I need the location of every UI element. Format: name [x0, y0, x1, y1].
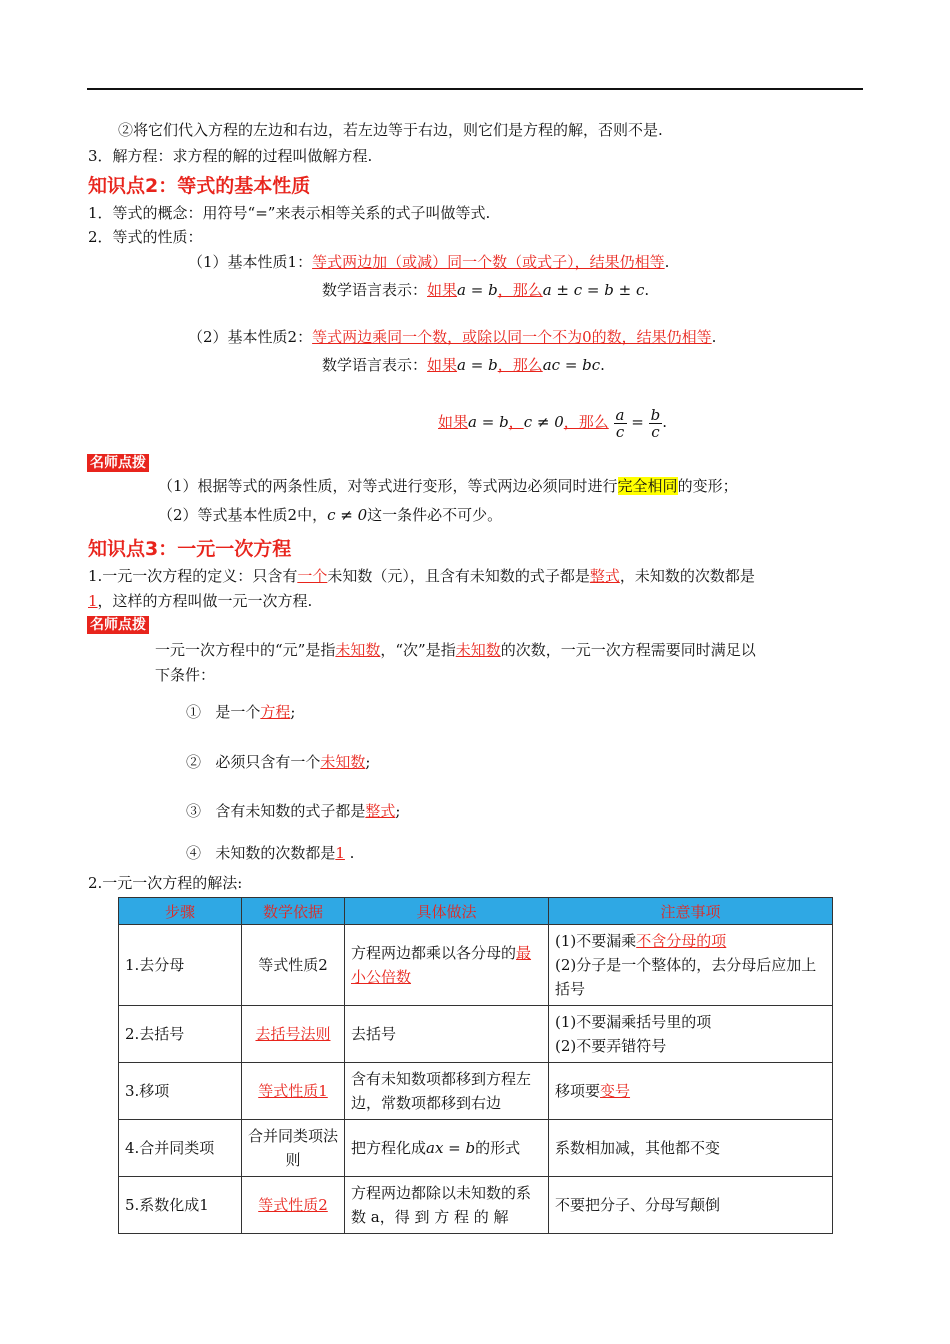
- condition-4: ④ 未知数的次数都是1 .: [186, 844, 355, 862]
- tip-1: （1）根据等式的两条性质，对等式进行变形，等式两边必须同时进行完全相同的变形；: [158, 477, 738, 495]
- header-method: 具体做法: [345, 898, 549, 925]
- p1-condition: a = b: [457, 281, 498, 299]
- condition-2: ② 必须只含有一个未知数;: [186, 753, 371, 771]
- header-notes: 注意事项: [549, 898, 833, 925]
- fraction-a-over-c: $\frac{a}{c}$: [615, 405, 625, 441]
- tip-2: （2）等式基本性质2中，c ≠ 0这一条件必不可少。: [158, 506, 503, 524]
- header-basis: 数学依据: [242, 898, 345, 925]
- equation-properties-heading: 2．等式的性质：: [88, 228, 203, 246]
- property-2-math: 数学语言表示：如果a = b，那么ac = bc.: [322, 356, 605, 374]
- property-1-text: 等式两边加（或减）同一个数（或式子），结果仍相等: [312, 253, 665, 271]
- linear-equation-def-cont: 1，这样的方程叫做一元一次方程.: [88, 592, 313, 610]
- property-1-label: （1）基本性质1：: [188, 253, 313, 271]
- method-heading: 2.一元一次方程的解法:: [88, 874, 243, 892]
- header-step: 步骤: [119, 898, 242, 925]
- property-2-label: （2）基本性质2：: [188, 328, 313, 346]
- linear-equation-def: 1.一元一次方程的定义：只含有一个未知数（元），且含有未知数的式子都是整式，未知数的次数都是: [88, 567, 755, 585]
- fraction-b-over-c: $\frac{b}{c}$: [650, 405, 661, 441]
- condition-3: ③ 含有未知数的式子都是整式;: [186, 802, 401, 820]
- tips-badge-2: 名师点拨: [87, 614, 149, 635]
- p1-result: a ± c = b ± c: [542, 281, 645, 299]
- p2-condition: a = b: [457, 356, 498, 374]
- property-1: （1）基本性质1：等式两边加（或减）同一个数（或式子），结果仍相等.: [188, 253, 670, 271]
- property-2: （2）基本性质2：等式两边乘同一个数，或除以同一个不为0的数，结果仍相等.: [188, 328, 717, 346]
- property-1-math: 数学语言表示：如果a = b，那么a ± c = b ± c.: [322, 281, 650, 299]
- table-header-row: [119, 898, 833, 925]
- table-row: 3.移项 等式性质1 含有未知数项都移到方程左边，常数项都移到右边 移项要变号: [119, 1063, 833, 1120]
- table-row: 4.合并同类项 合并同类项法则 把方程化成ax = b的形式 系数相加减，其他都不变: [119, 1120, 833, 1177]
- condition-1: ① 是一个方程;: [186, 703, 296, 721]
- explanation-cont: 下条件：: [155, 666, 216, 684]
- tips-badge: 名师点拨: [87, 452, 149, 473]
- table-row: 5.系数化成1 等式性质2 方程两边都除以未知数的系 数 a，得 到 方 程 的 解 不要把分子、分母写颠倒: [119, 1177, 833, 1234]
- solve-equation-def: 3．解方程：求方程的解的过程叫做解方程.: [88, 147, 373, 165]
- kp3-title: 知识点3：一元一次方程: [88, 538, 292, 560]
- equation-concept: 1．等式的概念：用符号“=”来表示相等关系的式子叫做等式.: [88, 204, 491, 222]
- property-2-division: 如果a = b，c ≠ 0，那么 $\frac{a}{c}$ = $\frac{b}{c}$ .: [438, 405, 668, 441]
- table-row: 1.去分母 等式性质2 方程两边都乘以各分母的最小公倍数 (1)不要漏乘不含分母的项 (2)分子是一个整体的，去分母后应加上括号: [119, 925, 833, 1006]
- kp2-title: 知识点2：等式的基本性质: [88, 175, 311, 197]
- sub-step-2: ②将它们代入方程的左边和右边，若左边等于右边，则它们是方程的解，否则不是.: [118, 121, 663, 139]
- p2-result: ac = bc: [542, 356, 601, 374]
- table-row: 2.去括号 去括号法则 去括号 (1)不要漏乘括号里的项 (2)不要弄错符号: [119, 1006, 833, 1063]
- header-rule: [87, 88, 863, 90]
- property-2-text: 等式两边乘同一个数，或除以同一个不为0的数，结果仍相等: [312, 328, 712, 346]
- explanation: 一元一次方程中的“元”是指未知数，“次”是指未知数的次数，一元一次方程需要同时满足以: [155, 641, 756, 659]
- highlight-identical: 完全相同: [617, 477, 678, 495]
- solution-steps-table: [118, 897, 833, 1234]
